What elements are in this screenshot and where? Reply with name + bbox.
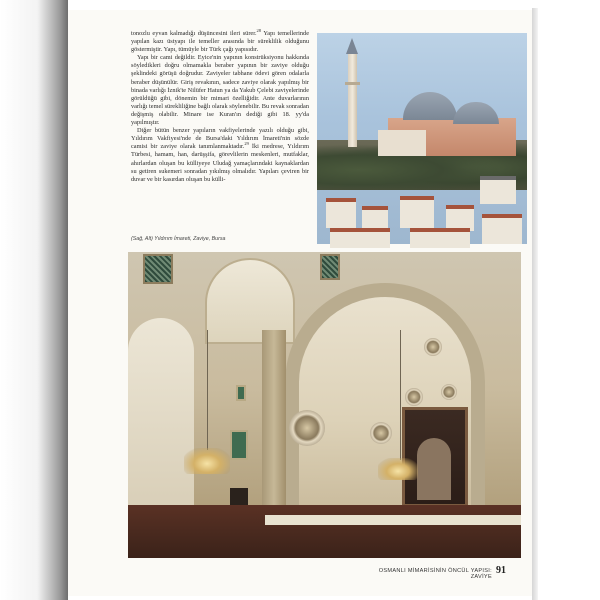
mosque-portico bbox=[378, 130, 426, 156]
left-arch bbox=[128, 318, 194, 508]
footnote-ref-28: 28 bbox=[256, 27, 262, 33]
wall-window bbox=[236, 385, 246, 401]
calligraphy-medallion bbox=[370, 422, 392, 444]
book-spine-shadow bbox=[0, 0, 68, 600]
paragraph-3 bbox=[131, 127, 309, 184]
running-footer: OSMANLI MİMARİSİNİN ÖNCÜL YAPISI: ZAVİYE bbox=[378, 568, 492, 580]
chandelier-chain bbox=[207, 330, 208, 450]
page-edge bbox=[532, 8, 538, 600]
footnote-ref-29: 29 bbox=[244, 141, 249, 147]
chandelier bbox=[378, 458, 418, 480]
mihrab-niche bbox=[417, 438, 451, 500]
chandelier bbox=[184, 448, 230, 474]
paragraph-1-tail: Yapı temellerinde yapılan kazı üstyapı ile temeller arasında bir süreklilik olduğunu göstermiştir. Yapı, tümüyle bir Türk çağı yapısıdır. bbox=[131, 30, 310, 54]
paragraph-3-tail: İki medrese, Yıldırım Türbesi, hamam, han, darüşşifa, görevlilerin meskenleri, mutfaklar, ahırlardan oluşan bu külliyeye Uludağ yamaçlarındaki kaynaklardan su getiren sukemeri sonradan yıkılmış olmalıdır. Yapıları çeviren bir duvar ve bir kasırdan oluşan bu külli- bbox=[131, 143, 309, 183]
town-house bbox=[330, 228, 390, 248]
paragraph-3-start: Diğer bütün benzer yapıların vakfiyelerinde yazılı olduğu gibi, Yıldırım Vakfiyesi'nde de Bursa'daki Yıldırım İmareti'nin sözde camisi bir zaviye olarak tanımlanmaktadır. bbox=[131, 127, 309, 151]
paragraph-1 bbox=[131, 27, 310, 54]
wall-window bbox=[230, 430, 248, 460]
minaret bbox=[348, 52, 357, 147]
page-number: 91 bbox=[496, 565, 506, 576]
figure-caption: (Sağ, Alt) Yıldırım İmareti, Zaviye, Bursa bbox=[131, 236, 226, 242]
calligraphy-medallion bbox=[289, 410, 325, 446]
window-grille bbox=[320, 254, 340, 280]
carpet-floor bbox=[128, 505, 521, 558]
paragraph-2: Yapı bir cami değildir. Eyice'nin yapının konstrüksiyonu hakkında söyledikleri doğru olmamakla beraber yapının bir zaviye olduğu şeklindeki görüşü doğrudur. Zaviyeler tabhane ödevi gören odalarla beraber düşünülür. Giriş revakının, sadece zaviye olarak yapılmış bir binada varlığı İznik'te Nilüfer Hatun ya da Yakub Çelebi zaviyelerinde görüldüğü gibi, dönemin bir mimari özelliğidir. Ante duvarlarının varlığı temel sürekliliğine bağlı olarak söylenebilir. Bu revak sonradan değişmiş olabilir. Minare ise Kuran'ın dediği gibi 18. yy'da yapılmıştır. bbox=[131, 54, 309, 127]
town-house bbox=[480, 176, 516, 204]
body-text-column bbox=[131, 27, 310, 184]
calligraphy-medallion bbox=[424, 338, 442, 356]
window-grille bbox=[143, 254, 173, 284]
chandelier-chain bbox=[400, 330, 401, 460]
town-house bbox=[400, 196, 434, 228]
pillar bbox=[262, 330, 286, 530]
paragraph-1-start: tonozlu eyvan kalmadığı düşüncesini ileri sürer. bbox=[131, 30, 257, 37]
minaret-cap bbox=[346, 38, 358, 54]
town-house bbox=[482, 214, 522, 244]
calligraphy-medallion bbox=[441, 384, 457, 400]
carpet-stripe bbox=[265, 515, 521, 525]
town-house bbox=[410, 228, 470, 248]
town-house bbox=[326, 198, 356, 228]
minaret-balcony bbox=[345, 82, 360, 85]
calligraphy-medallion bbox=[405, 388, 423, 406]
